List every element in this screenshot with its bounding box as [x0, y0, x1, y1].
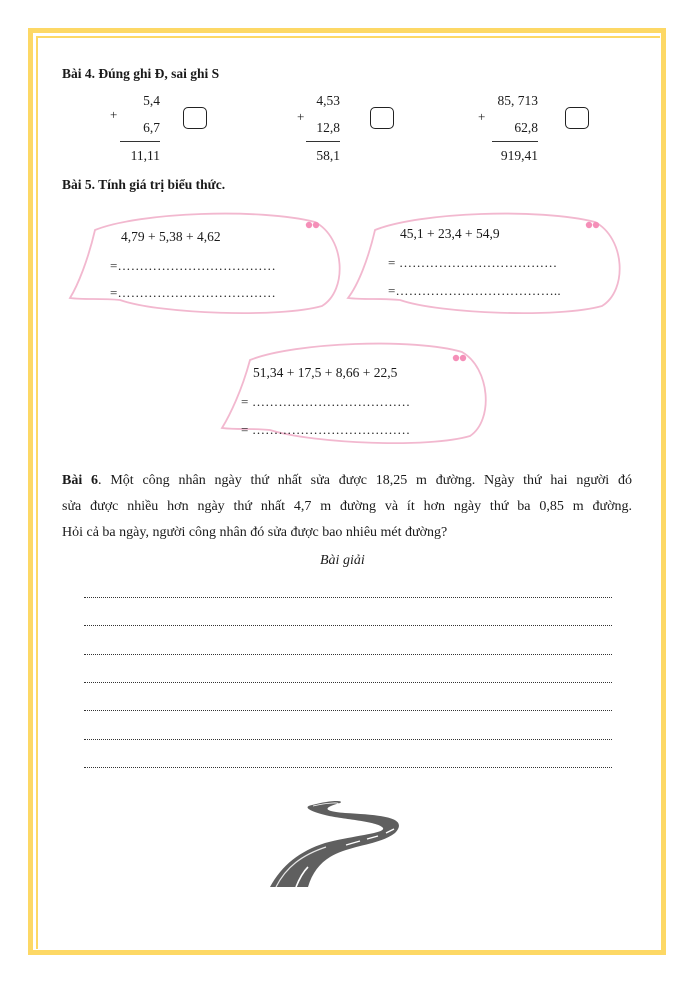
solution-line[interactable] [84, 707, 612, 711]
answer-line-1[interactable]: = ……………………………… [388, 255, 558, 270]
sum-result: 11,11 [130, 148, 160, 163]
expression: 4,79 + 5,38 + 4,62 [121, 229, 221, 244]
plus-sign: + [478, 109, 486, 124]
bai6-line-2: sửa được nhiều hơn ngày thứ nhất 4,7 m đường và ít hơn ngày thứ ba 0,85 m đường. [62, 499, 632, 514]
expression: 45,1 + 23,4 + 54,9 [400, 226, 500, 241]
addend-a: 85, 713 [497, 93, 538, 108]
bai6-label: Bài 6 [62, 473, 99, 488]
solution-line[interactable] [84, 651, 612, 655]
answer-line-2[interactable]: =……………………………….. [388, 283, 561, 298]
solution-line[interactable] [84, 764, 612, 768]
addend-b: 12,8 [316, 120, 340, 135]
solution-line[interactable] [84, 594, 612, 598]
bai6-line-3: Hỏi cả ba ngày, người công nhân đó sửa được bao nhiêu mét đường? [62, 525, 448, 540]
solution-line[interactable] [84, 736, 612, 740]
solution-heading: Bài giải [320, 553, 365, 568]
bai4-title: Bài 4. Đúng ghi Đ, sai ghi S [62, 66, 220, 81]
plus-sign: + [297, 109, 305, 124]
answer-line-1[interactable]: = ……………………………… [241, 394, 411, 409]
sum-result: 919,41 [500, 148, 538, 163]
bai6-problem-text [62, 468, 632, 546]
road-illustration-icon [250, 795, 450, 890]
bai6-line-1-text: . Một công nhân ngày thứ nhất sửa được 18,25 m đường. Ngày thứ hai người đó [98, 473, 632, 488]
solution-line[interactable] [84, 679, 612, 683]
addend-b: 6,7 [143, 120, 160, 135]
solution-line[interactable] [84, 622, 612, 626]
addend-a: 4,53 [316, 93, 340, 108]
bai6-line-1 [62, 468, 632, 494]
plus-sign: + [110, 107, 118, 122]
sum-result: 58,1 [316, 148, 340, 163]
expression: 51,34 + 17,5 + 8,66 + 22,5 [253, 365, 398, 380]
addend-b: 62,8 [514, 120, 538, 135]
answer-line-2[interactable]: =……………………………… [110, 285, 276, 300]
answer-line-2[interactable]: = ……………………………… [241, 422, 411, 437]
answer-line-1[interactable]: =……………………………… [110, 258, 276, 273]
addend-a: 5,4 [143, 93, 160, 108]
bai5-title: Bài 5. Tính giá trị biểu thức. [62, 177, 226, 192]
